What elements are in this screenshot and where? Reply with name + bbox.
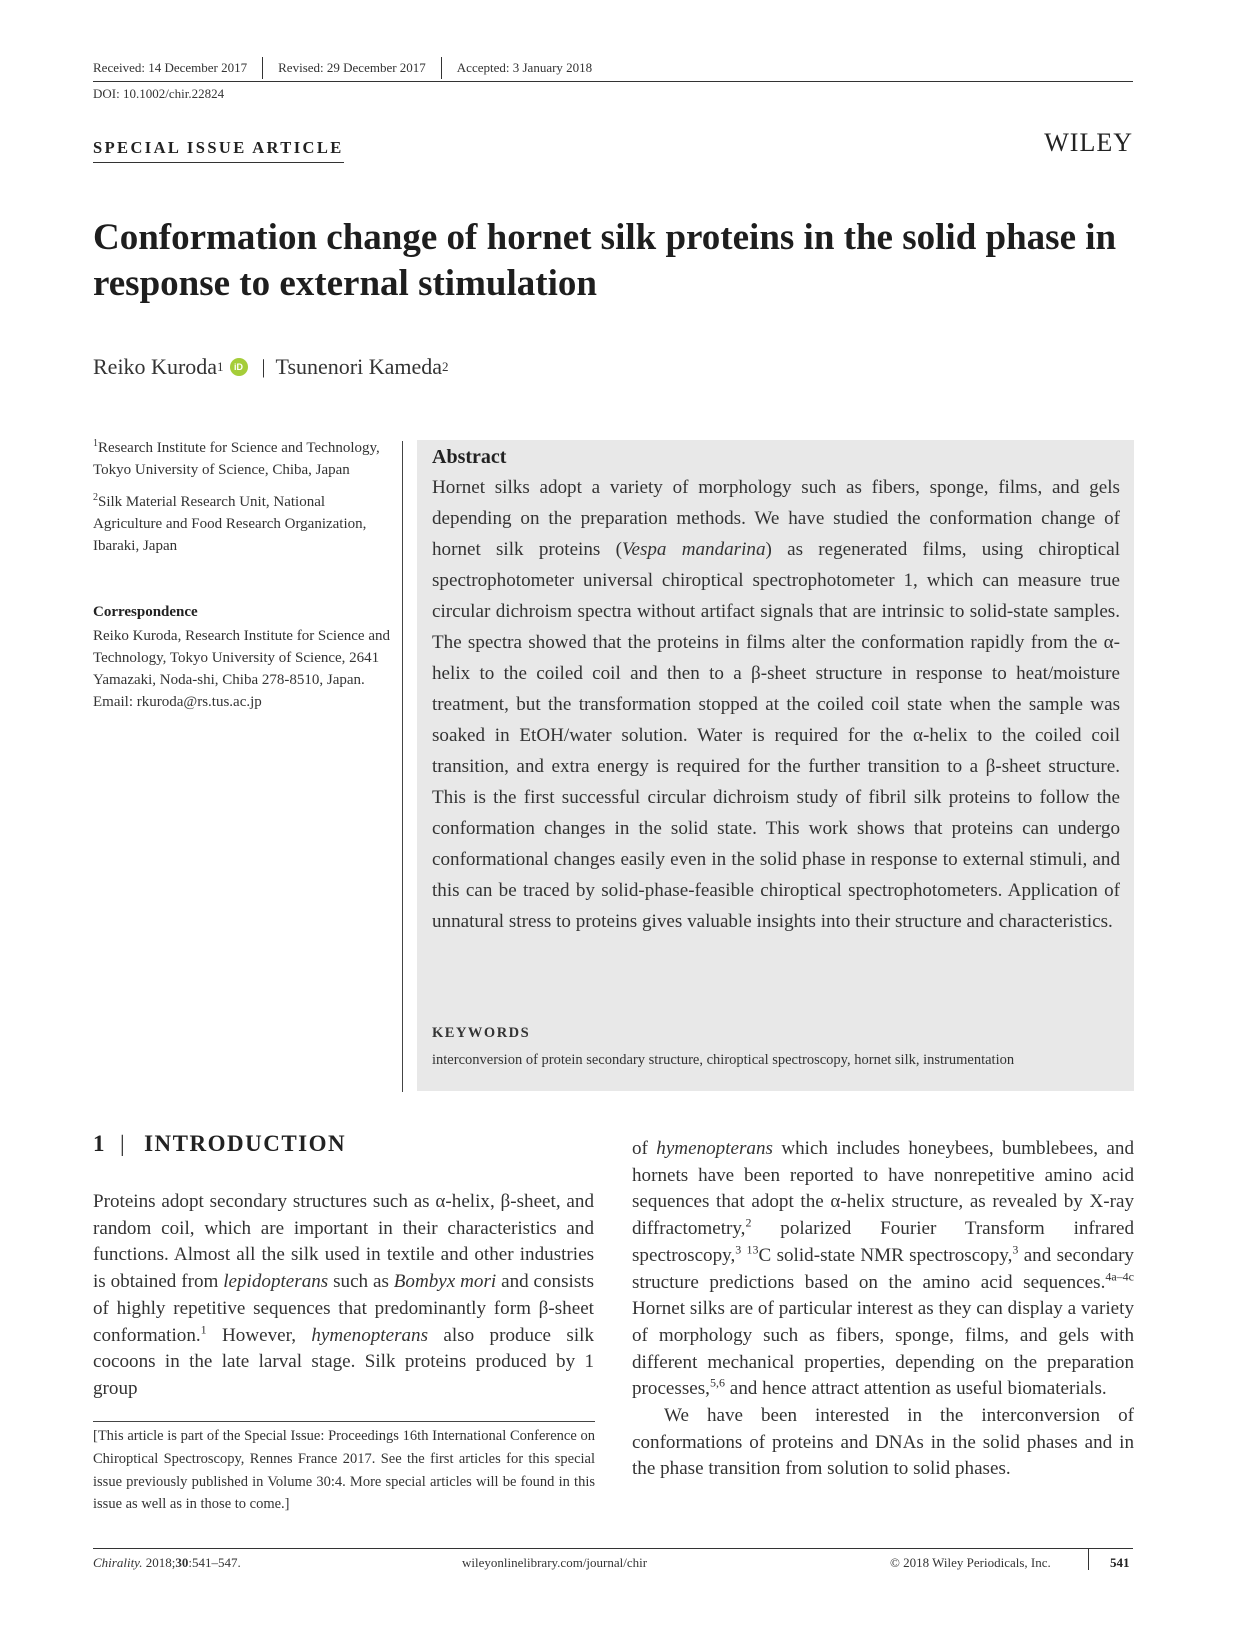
author-name[interactable]: Reiko Kuroda [93, 354, 218, 379]
text-run: which includes honeybees, bumblebees, and hornets have been reported to have nonrepetitive amino acid sequences that adopt the α-helix structure, as revealed by X-ray diffractometry, [632, 1138, 1134, 1240]
correspondence-email[interactable]: Email: rkuroda@rs.tus.ac.jp [93, 694, 262, 710]
text-run: of [632, 1138, 657, 1159]
journal-url[interactable]: wileyonlinelibrary.com/journal/chir [462, 1555, 648, 1570]
text-run: Proteins adopt secondary structures such as α-helix, β-sheet, and random coil, which are important in their characteristics and functions. Almost all the silk used in textile and other industries is obtained from [93, 1191, 594, 1293]
page-number: 541 [1110, 1555, 1130, 1570]
section-number: 1 [93, 1131, 106, 1156]
text-run: Hornet silks are of particular interest as they can display a variety of morphology such as fibers, sponge, films, and gels with different mechanical properties, depending on the preparation processes, [632, 1298, 1134, 1400]
correspondence-address: Reiko Kuroda, Research Institute for Science and Technology, Tokyo University of Science, 2641 Yamazaki, Noda-shi, Chiba 278-8510, Japan. [93, 628, 390, 688]
text-run: such as [328, 1271, 394, 1293]
journal-citation [93, 1555, 241, 1571]
isotope-marker: 13 [746, 1242, 759, 1257]
footer-rule [93, 1548, 1133, 1549]
citation-marker[interactable]: 3 [735, 1242, 742, 1257]
column-divider [402, 441, 403, 1092]
affiliations [93, 433, 393, 563]
intro-right-column [632, 1136, 1134, 1483]
section-label: SPECIAL ISSUE ARTICLE [93, 138, 344, 163]
intro-paragraph [93, 1189, 594, 1403]
article-history [93, 57, 1133, 79]
received-date: Received: 14 December 2017 [93, 60, 248, 75]
text-run: and consists of highly repetitive sequences that predominantly form β-sheet conformation. [93, 1271, 595, 1346]
section-separator: | [120, 1131, 127, 1156]
citation-marker[interactable]: 2 [745, 1215, 752, 1230]
species-name: Vespa mandarina [621, 539, 766, 560]
copyright: © 2018 Wiley Periodicals, Inc. [890, 1555, 1051, 1570]
footer-divider [1088, 1548, 1089, 1570]
special-issue-footnote: [This article is part of the Special Issue: Proceedings 16th International Conference on Chiroptical Spectroscopy, Rennes France 2017. See the first articles for this special issue previously published in Volume 30:4. More special articles will be found in this issue as well as in those to come.] [93, 1428, 595, 1513]
text-run: also produce silk cocoons in the late larval stage. Silk proteins produced by 1 group [93, 1324, 594, 1399]
keywords-list: interconversion of protein secondary structure, chiroptical spectroscopy, hornet silk, instrumentation [432, 1052, 1015, 1068]
intro-left-column [93, 1189, 594, 1403]
author-list [93, 354, 449, 380]
citation-marker[interactable]: 5,6 [709, 1375, 725, 1390]
citation-marker[interactable]: 3 [1012, 1242, 1019, 1257]
author-separator: | [261, 355, 266, 378]
italic-term: lepidopterans [223, 1271, 329, 1293]
affiliation-item [93, 433, 393, 481]
intro-paragraph [632, 1136, 1134, 1403]
abstract-heading: Abstract [432, 446, 507, 468]
journal-pages: :541–547. [188, 1555, 241, 1570]
correspondence-block [93, 625, 393, 713]
affiliation-marker: 1 [93, 438, 98, 449]
doi-link[interactable]: DOI: 10.1002/chir.22824 [93, 86, 225, 101]
header-rule [93, 81, 1133, 82]
abstract-text-part: Hornet silks adopt a variety of morphology such as fibers, sponge, films, and gels depending on the preparation methods. We have studied the conformation change of hornet silk proteins ( [432, 477, 1120, 560]
abstract-text-part: ) as regenerated films, using chiroptical spectrophotometer universal chiroptical spectrophotometer 1, which can measure true circular dichroism spectra without artifact signals that are intrinsic to solid-state samples. The spectra showed that the proteins in films alter the conformation rapidly from the α-helix to the coiled coil and then to a β-sheet structure in response to heat/moisture treatment, but the transformation stopped at the coiled coil state when the sample was soaked in EtOH/water solution. Water is required for the α-helix to the coiled coil transition, and extra energy is required for the further transition to a β-sheet structure. This is the first successful circular dichroism study of fibril silk proteins to follow the conformation changes in the solid state. This work shows that proteins can undergo conformational changes easily even in the solid phase in response to external stimuli, and this can be traced by solid-phase-feasible chiroptical spectrophotometers. Application of unnatural stress to proteins gives valuable insights into their structure and characteristics. [432, 539, 1121, 932]
accepted-date: Accepted: 3 January 2018 [441, 57, 607, 79]
italic-term: hymenopterans [656, 1138, 773, 1159]
section-title: INTRODUCTION [144, 1131, 347, 1156]
section-heading-introduction [93, 1131, 346, 1157]
author-name[interactable]: Tsunenori Kameda [275, 354, 443, 379]
journal-name: Chirality. [93, 1555, 143, 1570]
text-run: polarized Fourier Transform infrared spectroscopy, [632, 1218, 1134, 1266]
citation-marker[interactable]: 4a–4c [1105, 1269, 1134, 1284]
text-run: and secondary structure predictions based on the amino acid sequences. [632, 1244, 1134, 1293]
author-affiliation-marker: 1 [217, 359, 224, 374]
affiliation-text: Research Institute for Science and Technology, Tokyo University of Science, Chiba, Japan [93, 440, 380, 478]
correspondence-heading: Correspondence [93, 604, 198, 620]
intro-paragraph: We have been interested in the interconversion of conformations of proteins and DNAs in the solid phases and in the phase transition from solution to solid phases. [632, 1405, 1134, 1480]
keywords-heading: KEYWORDS [432, 1025, 531, 1041]
text-run: However, [206, 1324, 312, 1346]
abstract-text [432, 472, 1120, 937]
text-run: and hence attract attention as useful biomaterials. [724, 1378, 1107, 1400]
text-run: C solid-state NMR spectroscopy, [758, 1244, 1013, 1266]
publisher-logo: WILEY [1044, 128, 1133, 157]
journal-year: 2018; [145, 1555, 176, 1570]
italic-term: hymenopterans [311, 1324, 429, 1346]
affiliation-item [93, 487, 393, 557]
orcid-icon[interactable]: iD [230, 358, 248, 376]
footnote-rule [93, 1421, 595, 1422]
journal-volume: 30 [175, 1555, 189, 1570]
affiliation-text: Silk Material Research Unit, National Agriculture and Food Research Organization, Ibaraki, Japan [93, 494, 367, 554]
revised-date: Revised: 29 December 2017 [262, 57, 441, 79]
italic-term: Bombyx mori [393, 1271, 497, 1293]
affiliation-marker: 2 [93, 492, 98, 503]
article-title: Conformation change of hornet silk proteins in the solid phase in response to external stimulation [93, 217, 1117, 304]
citation-marker[interactable]: 1 [200, 1322, 207, 1337]
author-affiliation-marker: 2 [442, 359, 449, 374]
